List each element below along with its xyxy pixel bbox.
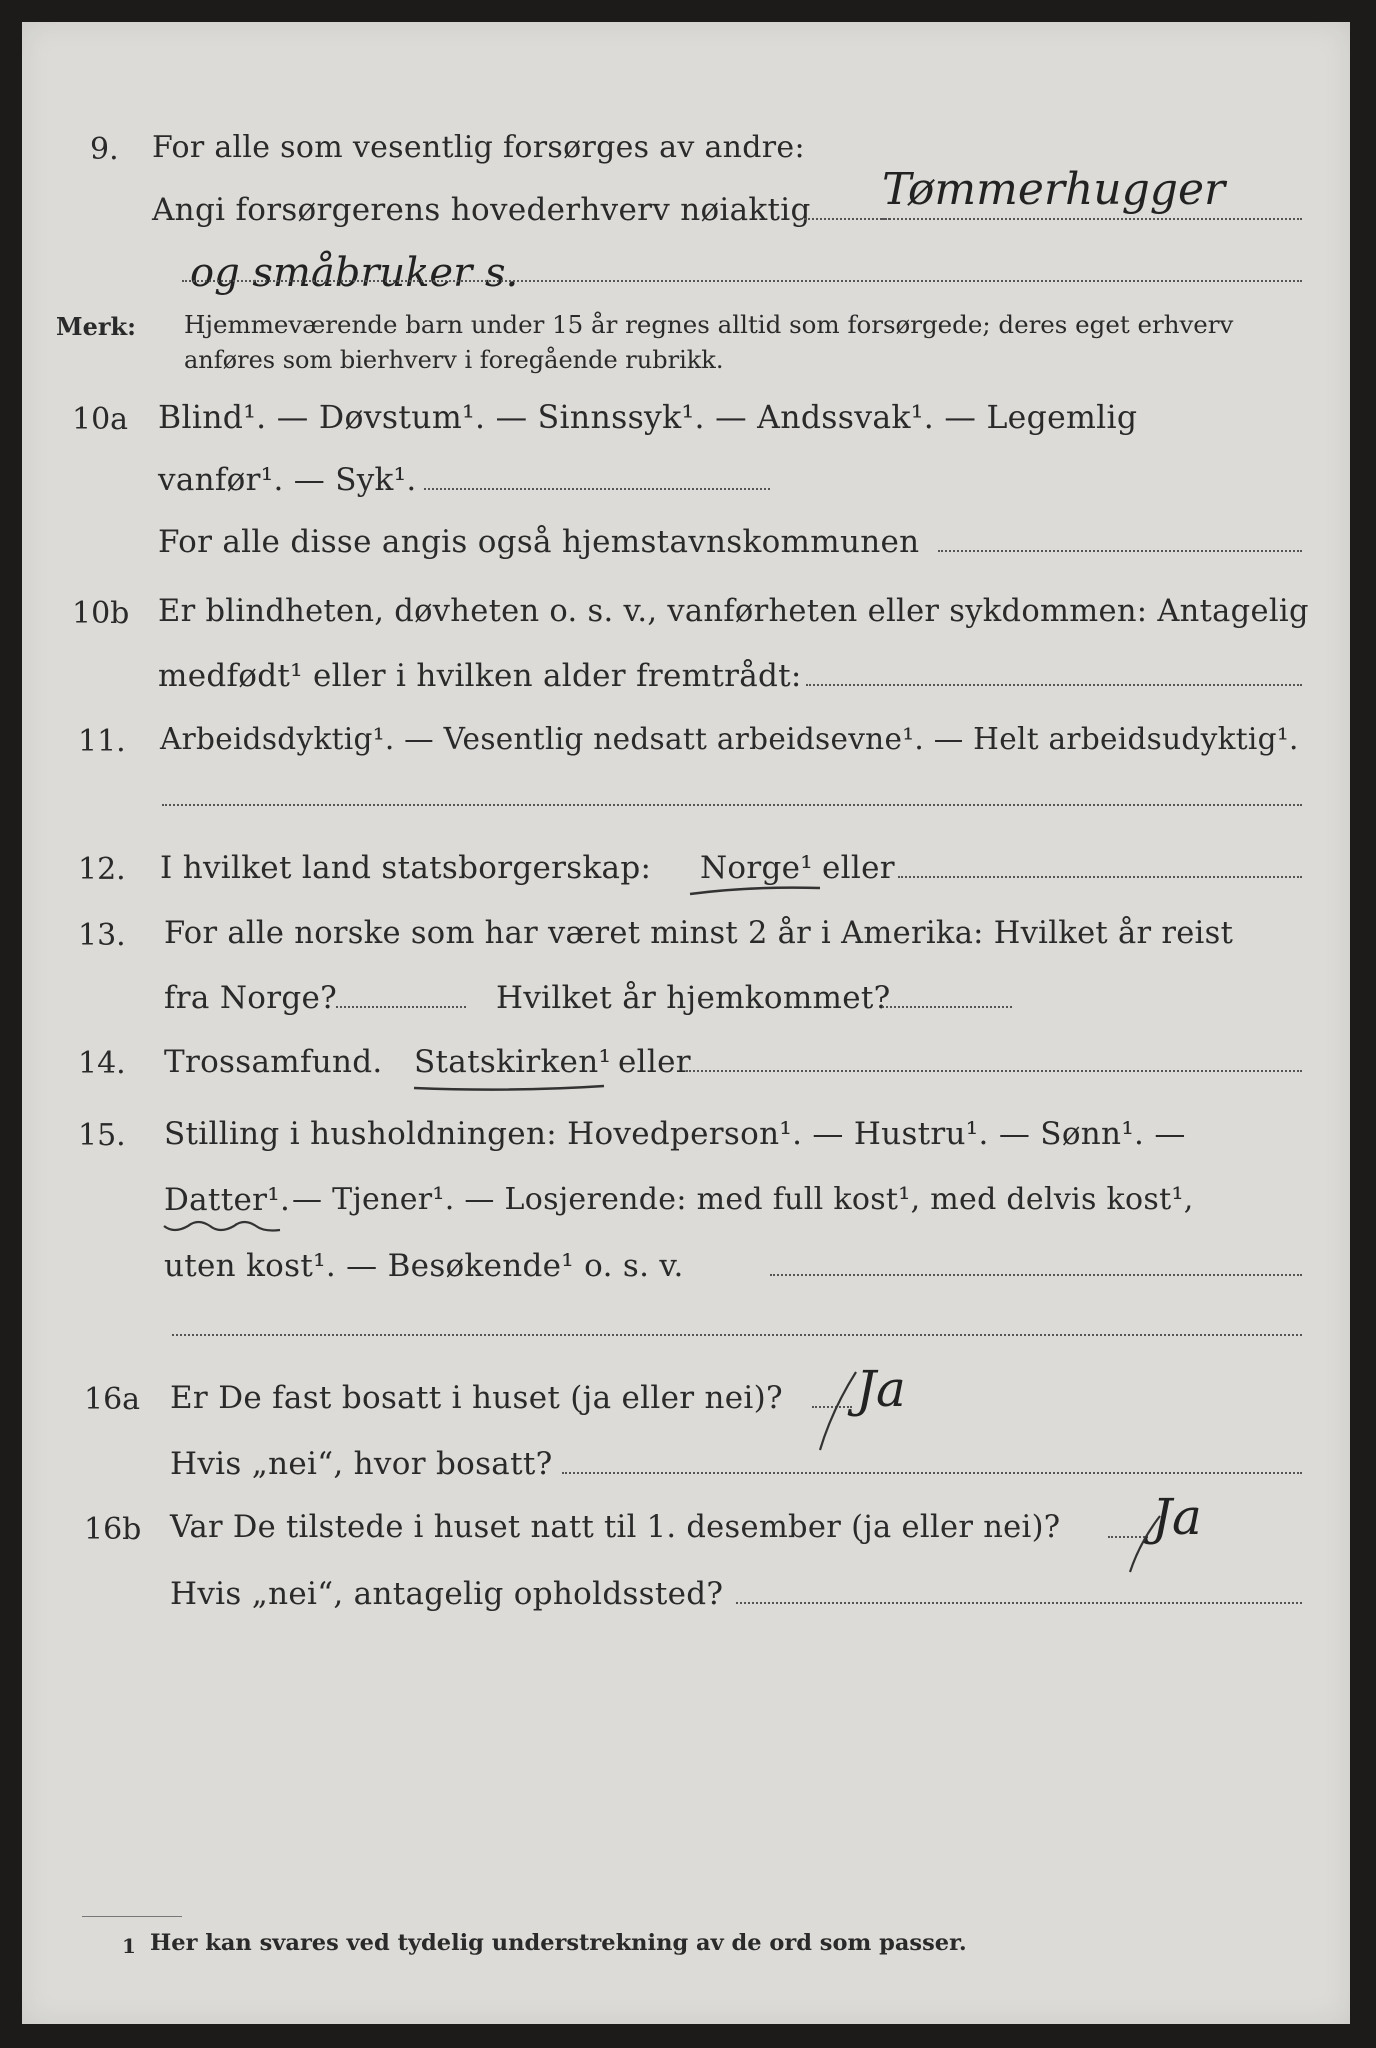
- q12-number: 12.: [78, 852, 126, 887]
- q16a-number: 16a: [84, 1382, 141, 1417]
- q13-number: 13.: [78, 918, 126, 953]
- q16a-answer-tail: [820, 1372, 856, 1450]
- q10a-line2: vanfør¹. — Syk¹.: [158, 462, 417, 498]
- q10b-number: 10b: [72, 596, 130, 631]
- q11-number: 11.: [78, 724, 126, 759]
- q10a-number: 10a: [72, 402, 129, 437]
- q14-suffix: eller: [618, 1044, 691, 1080]
- q15-line2-underlined: Datter¹.: [164, 1182, 291, 1218]
- q16a-handwritten-answer: Ja: [856, 1360, 906, 1418]
- q10b-line2: medfødt¹ eller i hvilken alder fremtrådt:: [158, 658, 802, 694]
- q16a-line1: Er De fast bosatt i huset (ja eller nei)?: [170, 1380, 783, 1416]
- footnote-text: Her kan svares ved tydelig understrekning av de ord som passer.: [150, 1930, 967, 1956]
- q12-suffix: eller: [822, 850, 895, 886]
- q15-line2-rest: — Tjener¹. — Losjerende: med full kost¹, med delvis kost¹,: [292, 1182, 1194, 1217]
- q15-number: 15.: [78, 1118, 126, 1153]
- q10a-line1: Blind¹. — Døvstum¹. — Sinnssyk¹. — Andssvak¹. — Legemlig: [158, 400, 1138, 436]
- q12-underline-mark: [690, 888, 820, 894]
- merk-line2: anføres som bierhverv i foregående rubrikk.: [184, 346, 724, 374]
- q16b-line2: Hvis „nei“, antagelig opholdssted?: [170, 1576, 724, 1612]
- q9-line1: For alle som vesentlig forsørges av andre:: [152, 130, 805, 165]
- q13-line1: For alle norske som har været minst 2 år i Amerika: Hvilket år reist: [164, 916, 1234, 951]
- census-form-page: [22, 22, 1350, 2024]
- q16a-line2: Hvis „nei“, hvor bosatt?: [170, 1446, 553, 1482]
- merk-label: Merk:: [56, 312, 136, 341]
- merk-line1: Hjemmeværende barn under 15 år regnes alltid som forsørgede; deres eget erhverv: [184, 310, 1234, 339]
- handwritten-ink-marks: [22, 22, 1350, 2024]
- q14-prefix: Trossamfund.: [164, 1044, 383, 1080]
- q14-underlined-answer: Statskirken¹: [414, 1044, 612, 1080]
- q16b-handwritten-answer: Ja: [1152, 1488, 1202, 1546]
- q14-number: 14.: [78, 1046, 126, 1081]
- q10b-line1: Er blindheten, døvheten o. s. v., vanførheten eller sykdommen: Antagelig: [158, 594, 1309, 629]
- q10a-line3: For alle disse angis også hjemstavnskommunen: [158, 524, 920, 560]
- q9-handwritten-answer-1: Tømmerhugger: [882, 164, 1226, 215]
- q14-underline-mark: [414, 1086, 604, 1090]
- q15-underline-mark: [164, 1222, 280, 1231]
- q16b-number: 16b: [84, 1512, 142, 1547]
- q11-line1: Arbeidsdyktig¹. — Vesentlig nedsatt arbeidsevne¹. — Helt arbeidsudyktig¹.: [160, 722, 1299, 756]
- q9-handwritten-answer-2: og småbruker s.: [190, 250, 519, 296]
- q13-line2b: Hvilket år hjemkommet?: [496, 980, 891, 1016]
- q13-line2a: fra Norge?: [164, 980, 338, 1016]
- q16b-line1: Var De tilstede i huset natt til 1. desember (ja eller nei)?: [170, 1510, 1061, 1545]
- footnote-marker: 1: [122, 1934, 136, 1958]
- q12-prefix: I hvilket land statsborgerskap:: [160, 850, 652, 886]
- q9-number: 9.: [90, 132, 119, 167]
- q12-underlined-answer: Norge¹: [700, 850, 814, 886]
- q16b-answer-tail: [1130, 1516, 1160, 1572]
- q15-line1: Stilling i husholdningen: Hovedperson¹. — Hustru¹. — Sønn¹. —: [164, 1116, 1186, 1152]
- q9-line2: Angi forsørgerens hovederhverv nøiaktig: [152, 192, 811, 228]
- q15-line3: uten kost¹. — Besøkende¹ o. s. v.: [164, 1248, 684, 1284]
